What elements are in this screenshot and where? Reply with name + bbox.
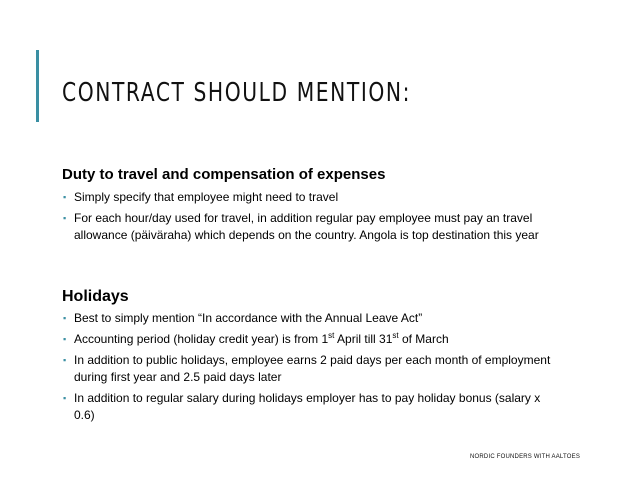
- ordinal-superscript: st: [392, 331, 399, 340]
- ordinal-superscript: st: [328, 331, 335, 340]
- section-holidays: [62, 288, 562, 428]
- list-item: [62, 210, 562, 244]
- bullet-icon: ▪: [63, 313, 67, 323]
- bullet-text-part: Accounting period (holiday credit year) is from 1: [74, 332, 329, 346]
- section-travel: [62, 166, 562, 248]
- bullet-icon: ▪: [63, 355, 67, 365]
- list-item: [62, 310, 562, 327]
- bullet-icon: ▪: [63, 334, 67, 344]
- list-item: [62, 331, 562, 348]
- slide-title: CONTRACT SHOULD MENTION:: [62, 78, 412, 108]
- bullet-text-part: April till 31: [334, 332, 393, 346]
- list-item: [62, 189, 562, 206]
- section-heading-travel: Duty to travel and compensation of expenses: [62, 166, 386, 183]
- bullet-text: [74, 332, 449, 346]
- bullet-icon: ▪: [63, 192, 67, 202]
- slide-footer: NORDIC FOUNDERS WITH AALTOES: [470, 454, 581, 460]
- bullet-text: In addition to regular salary during holidays employer has to pay holiday bonus (salary x 0.6): [74, 391, 541, 422]
- section-heading-holidays: Holidays: [62, 288, 129, 305]
- bullet-text: Best to simply mention “In accordance with the Annual Leave Act”: [74, 311, 423, 325]
- bullet-icon: ▪: [63, 213, 67, 223]
- title-accent-bar: [36, 50, 39, 122]
- list-item: [62, 390, 562, 424]
- bullet-list-travel: [62, 189, 562, 244]
- bullet-list-holidays: [62, 310, 562, 424]
- bullet-text-part: of March: [398, 332, 449, 346]
- bullet-text: For each hour/day used for travel, in addition regular pay employee must pay an travel allowance (päiväraha) which depends on the country. Angola is top destination this year: [74, 211, 539, 242]
- bullet-text: In addition to public holidays, employee earns 2 paid days per each month of employment during first year and 2.5 paid days later: [74, 353, 551, 384]
- bullet-text: Simply specify that employee might need to travel: [74, 190, 339, 204]
- list-item: [62, 352, 562, 386]
- bullet-icon: ▪: [63, 393, 67, 403]
